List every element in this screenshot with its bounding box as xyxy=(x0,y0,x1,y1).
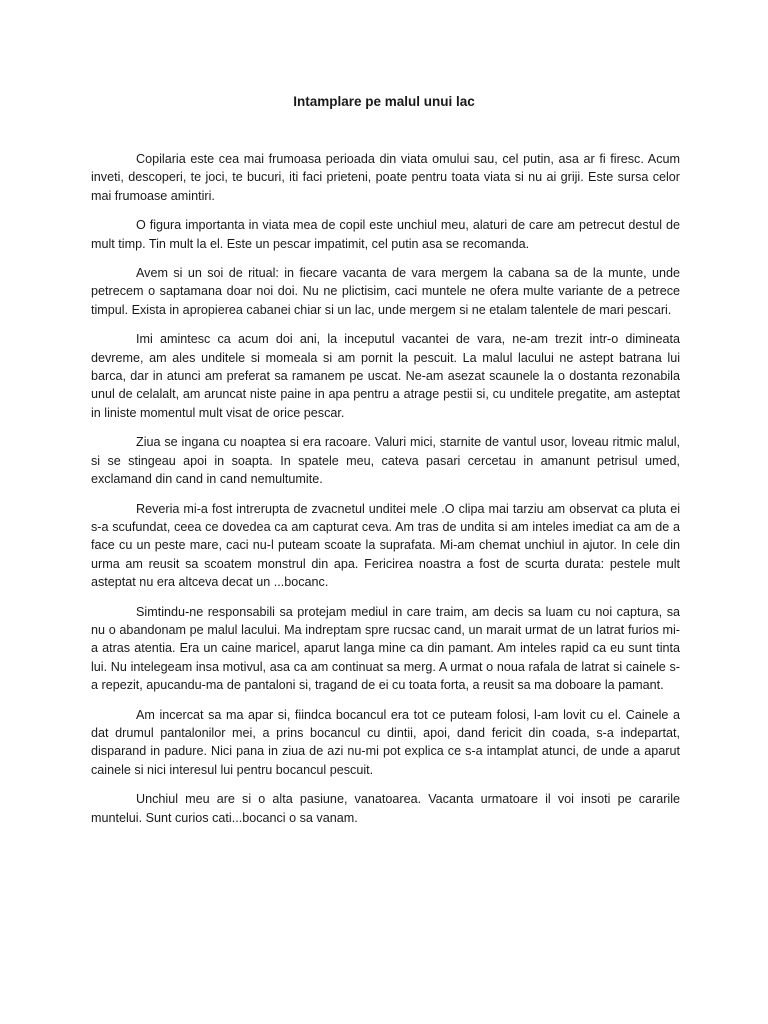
paragraph-4: Imi amintesc ca acum doi ani, la inceputul vacantei de vara, ne-am trezit intr-o dimineata devreme, am ales unditele si momeala si am pornit la pescuit. La malul lacului ne astept batrana lui barca, dar in atunci am preferat sa ramanem pe uscat. Ne-am asezat scaunele la o dostanta rezonabila unul de celalalt, am aruncat niste paine in apa pentru a atrage pestii si, cu unditele pregatite, am asteptat in liniste momentul mult visat de orice pescar. xyxy=(91,332,680,420)
paragraph-2: O figura importanta in viata mea de copil este unchiul meu, alaturi de care am petrecut destul de mult timp. Tin mult la el. Este un pescar impatimit, cel putin asa se recomanda. xyxy=(91,218,680,251)
paragraph-8: Am incercat sa ma apar si, fiindca bocancul era tot ce puteam folosi, l-am lovit cu el. Cainele a dat drumul pantalonilor mei, a prins bocancul cu dintii, apoi, dand fericit din coada, s-a indepartat, disparand in padure. Nici pana in ziua de azi nu-mi pot explica ce s-a intamplat atunci, de unde a aparut cainele si nici interesul lui pentru bocancul pescuit. xyxy=(91,707,680,777)
paragraph-1: Copilaria este cea mai frumoasa perioada din viata omului sau, cel putin, asa ar fi firesc. Acum inveti, descoperi, te joci, te bucuri, iti faci prieteni, poate pentru toata viata si nu ai griji. Este sursa celor mai frumoase amintiri. xyxy=(91,152,680,203)
paragraph-7: Simtindu-ne responsabili sa protejam mediul in care traim, am decis sa luam cu noi captura, sa nu o abandonam pe malul lacului. Ma indreptam spre rucsac cand, un marait urmat de un latrat furios mi-a atras atentia. Era un caine maricel, aparut langa mine ca din pamant. Am inteles rapid ca eu sunt tinta lui. Nu intelegeam insa motivul, asa ca am continuat sa merg. A urmat o noua rafala de latrat si cainele s-a repezit, apucandu-ma de pantaloni si, tragand de ei cu toata forta, a reusit sa ma doboare la pamant. xyxy=(91,604,680,693)
paragraph-6: Reveria mi-a fost intrerupta de zvacnetul unditei mele .O clipa mai tarziu am observat ca pluta ei s-a scufundat, ceea ce dovedea ca am capturat ceva. Am tras de undita si am inteles imediat ca am de a face cu un peste mare, caci nu-l puteam scoate la suprafata. Mi-am chemat unchiul in ajutor. In cele din urma am reusit sa scoatem monstrul din apa. Fericirea noastra a fost de scurta durata: pestele mult asteptat nu era altceva decat un ...bocanc. xyxy=(91,501,680,590)
paragraph-9: Unchiul meu are si o alta pasiune, vanatoarea. Vacanta urmatoare il voi insoti pe cararile muntelui. Sunt curios cati...bocanci o sa vanam. xyxy=(91,792,680,825)
document-body xyxy=(91,150,680,838)
paragraph-3: Avem si un soi de ritual: in fiecare vacanta de vara mergem la cabana sa de la munte, unde petrecem o saptamana doar noi doi. Nu ne plictisim, caci muntele ne ofera multe variante de a petrece timpul. Exista in apropierea cabanei chiar si un lac, unde mergem si ne etalam talentele de mari pescari. xyxy=(91,266,680,317)
paragraph-5: Ziua se ingana cu noaptea si era racoare. Valuri mici, starnite de vantul usor, loveau ritmic malul, si se stingeau apoi in soapta. In spatele meu, cateva pasari cercetau in amanunt petrisul umed, exclamand din cand in cand nemultumite. xyxy=(91,435,680,487)
document-title: Intamplare pe malul unui lac xyxy=(293,94,475,109)
